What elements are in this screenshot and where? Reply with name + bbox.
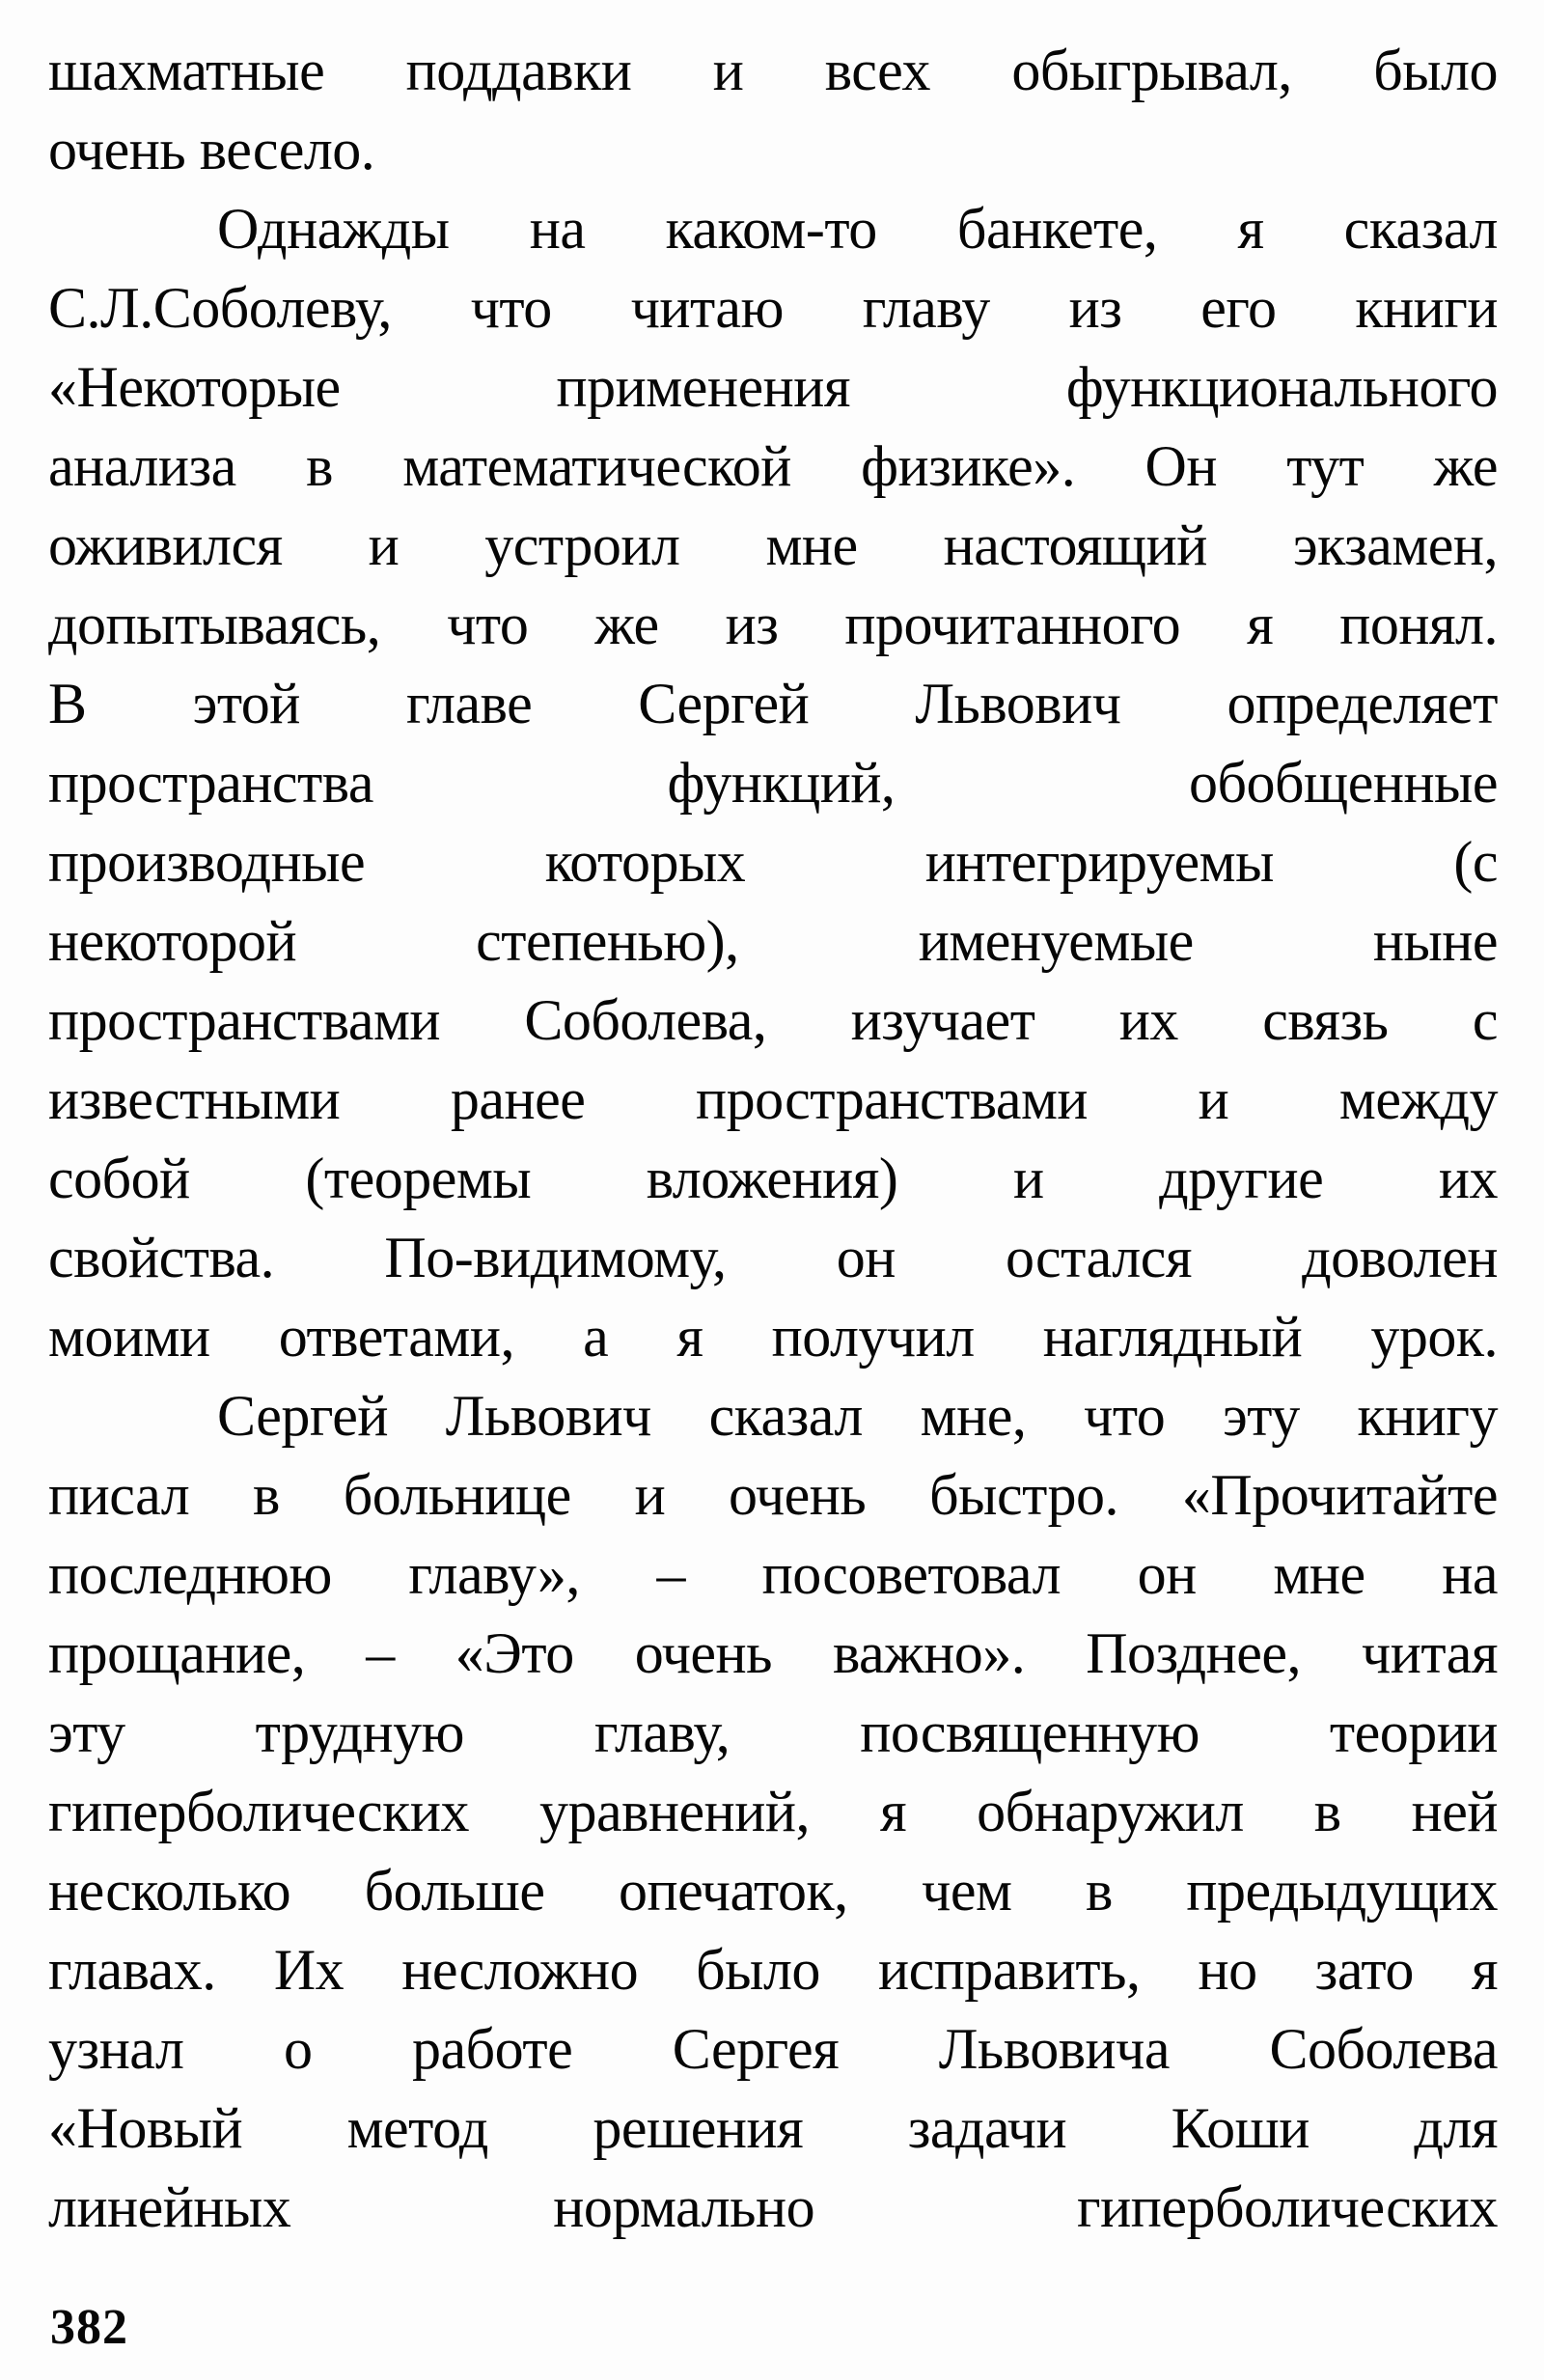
text-line: В этой главе Сергей Львович определяет: [48, 672, 1498, 735]
text-line: С.Л.Соболеву, что читаю главу из его книги: [48, 276, 1498, 340]
text-line: допытываясь, что же из прочитанного я понял.: [48, 593, 1498, 656]
text-line: «Некоторые применения функционального: [48, 355, 1498, 419]
text-line: эту трудную главу, посвященную теории: [48, 1701, 1498, 1764]
text-line: пространствами Соболева, изучает их связь с: [48, 988, 1498, 1052]
text-line: узнал о работе Сергея Львовича Соболева: [48, 2017, 1498, 2081]
text-line: оживился и устроил мне настоящий экзамен,: [48, 513, 1498, 577]
text-line: очень весело.: [48, 118, 375, 181]
text-line: последнюю главу», – посоветовал он мне на: [48, 1542, 1498, 1606]
text-line: линейных нормально гиперболических: [48, 2175, 1498, 2239]
text-line: писал в больнице и очень быстро. «Прочитайте: [48, 1463, 1498, 1527]
text-line: известными ранее пространствами и между: [48, 1067, 1498, 1131]
text-line: несколько больше опечаток, чем в предыдущих: [48, 1859, 1498, 1923]
text-line: Однажды на каком-то банкете, я сказал: [217, 197, 1498, 261]
text-line: «Новый метод решения задачи Коши для: [48, 2096, 1498, 2160]
text-line: шахматные поддавки и всех обыгрывал, было: [48, 39, 1498, 102]
text-line: производные которых интегрируемы (с: [48, 830, 1498, 894]
text-line: моими ответами, а я получил наглядный урок.: [48, 1305, 1498, 1369]
text-line: главах. Их несложно было исправить, но зато я: [48, 1938, 1498, 2002]
text-line: пространства функций, обобщенные: [48, 751, 1498, 815]
page-number: 382: [50, 2300, 128, 2355]
text-line: Сергей Львович сказал мне, что эту книгу: [217, 1384, 1498, 1448]
text-line: свойства. По-видимому, он остался доволен: [48, 1226, 1498, 1289]
text-line: некоторой степенью), именуемые ныне: [48, 909, 1498, 973]
text-line: прощание, – «Это очень важно». Позднее, читая: [48, 1621, 1498, 1685]
text-line: анализа в математической физике». Он тут же: [48, 434, 1498, 498]
body-text: [48, 31, 1498, 2247]
text-line: собой (теоремы вложения) и другие их: [48, 1147, 1498, 1210]
text-line: гиперболических уравнений, я обнаружил в ней: [48, 1780, 1498, 1843]
